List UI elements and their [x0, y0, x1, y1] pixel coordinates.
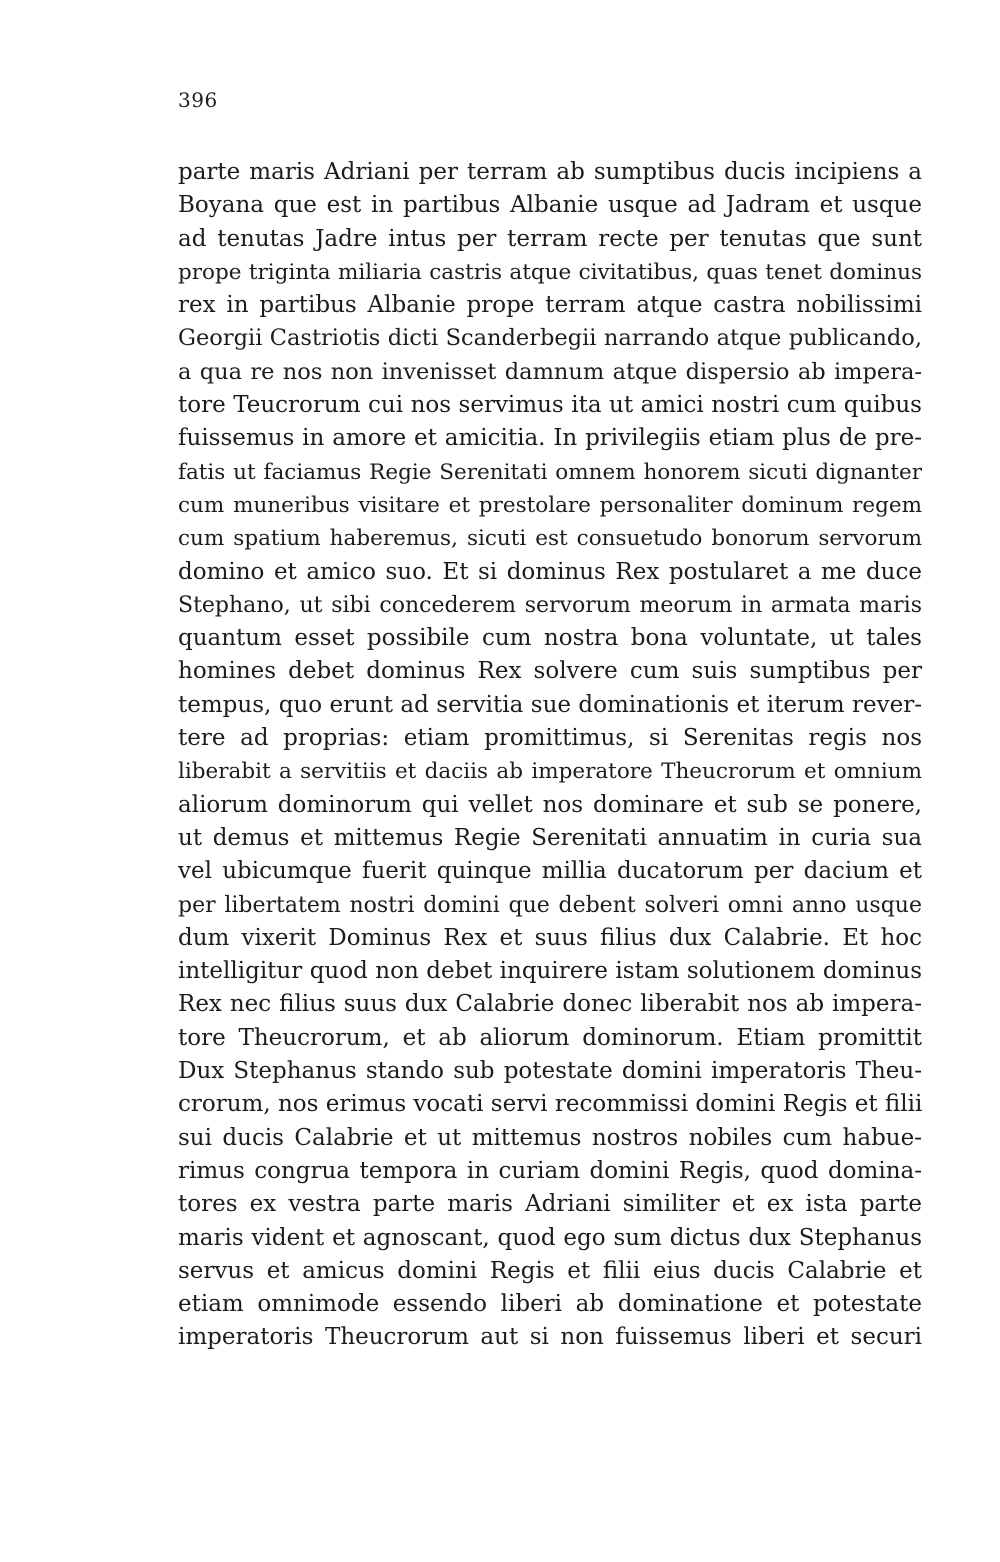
text-line: servus et amicus domini Regis et filii eius ducis Calabrie et — [178, 1257, 922, 1284]
text-line: ad tenutas Jadre intus per terram recte per tenutas que sunt — [178, 225, 922, 252]
text-line: rimus congrua tempora in curiam domini Regis, quod domina- — [178, 1157, 922, 1184]
text-line: etiam omnimode essendo liberi ab dominatione et potestate — [178, 1291, 922, 1318]
text-line: rex in partibus Albanie prope terram atque castra nobilissimi — [178, 292, 922, 319]
text-line: Dux Stephanus stando sub potestate domini imperatoris Theu- — [178, 1058, 922, 1085]
text-line: parte maris Adriani per terram ab sumptibus ducis incipiens a — [178, 159, 922, 185]
text-line: cum spatium haberemus, sicuti est consuetudo bonorum servorum — [178, 526, 922, 552]
body-text — [178, 156, 922, 1355]
text-line: tere ad proprias: etiam promittimus, si Serenitas regis nos — [178, 725, 922, 752]
text-line: Rex nec filius suus dux Calabrie donec liberabit nos ab impera- — [178, 991, 922, 1018]
text-line: domino et amico suo. Et si dominus Rex postularet a me duce — [178, 558, 922, 585]
text-line: tempus, quo erunt ad servitia sue dominationis et iterum rever- — [178, 691, 922, 718]
text-line: homines debet dominus Rex solvere cum suis sumptibus per — [178, 658, 922, 685]
text-line: per libertatem nostri domini que debent solveri omni anno usque — [178, 892, 922, 918]
text-line: vel ubicumque fuerit quinque millia ducatorum per dacium et — [178, 858, 922, 885]
text-line: prope triginta miliaria castris atque civitatibus, quas tenet dominus — [178, 259, 922, 285]
text-line: liberabit a servitiis et daciis ab imperatore Theucrorum et omnium — [178, 759, 922, 785]
text-line: Stephano, ut sibi concederem servorum meorum in armata maris — [178, 592, 922, 618]
text-line: a qua re nos non invenisset damnum atque dispersio ab impera- — [178, 358, 922, 385]
text-line: aliorum dominorum qui vellet nos dominare et sub se ponere, — [178, 791, 922, 818]
text-line: imperatoris Theucrorum aut si non fuissemus liberi et securi — [178, 1324, 922, 1351]
text-line: Boyana que est in partibus Albanie usque ad Jadram et usque — [178, 192, 922, 219]
text-line: quantum esset possibile cum nostra bona voluntate, ut tales — [178, 625, 922, 652]
text-line: cum muneribus visitare et prestolare personaliter dominum regem — [178, 492, 922, 518]
page-number: 396 — [178, 88, 218, 112]
text-line: tores ex vestra parte maris Adriani similiter et ex ista parte — [178, 1191, 922, 1218]
text-line: tore Theucrorum, et ab aliorum dominorum. Etiam promittit — [178, 1024, 922, 1051]
text-line: Georgii Castriotis dicti Scanderbegii narrando atque publicando, — [178, 325, 922, 352]
text-line: intelligitur quod non debet inquirere istam solutionem dominus — [178, 958, 922, 985]
text-line: tore Teucrorum cui nos servimus ita ut amici nostri cum quibus — [178, 392, 922, 419]
text-line: maris vident et agnoscant, quod ego sum dictus dux Stephanus — [178, 1224, 922, 1251]
text-line: dum vixerit Dominus Rex et suus filius dux Calabrie. Et hoc — [178, 924, 922, 951]
text-line: crorum, nos erimus vocati servi recommissi domini Regis et filii — [178, 1091, 922, 1118]
text-line: fatis ut faciamus Regie Serenitati omnem honorem sicuti dignanter — [178, 459, 922, 485]
text-line: fuissemus in amore et amicitia. In privilegiis etiam plus de pre- — [178, 425, 922, 452]
text-line: sui ducis Calabrie et ut mittemus nostros nobiles cum habue- — [178, 1124, 922, 1151]
text-line: ut demus et mittemus Regie Serenitati annuatim in curia sua — [178, 824, 922, 851]
